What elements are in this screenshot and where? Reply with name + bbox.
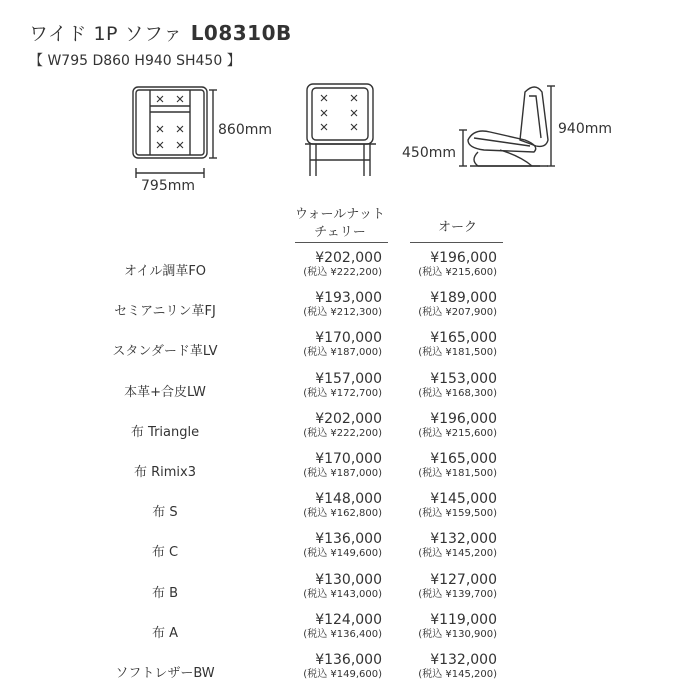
price-oak-value: ¥165,000 [430, 451, 497, 467]
price-walnut-cherry-value: ¥193,000 [315, 290, 382, 307]
price-oak-value: ¥153,000 [430, 370, 497, 387]
price-oak-tax-included: (税込 ¥145,200) [418, 548, 497, 560]
price-walnut-cherry [298, 290, 382, 319]
price-oak-value: ¥119,000 [430, 611, 497, 628]
row-label: 布 C [151, 545, 179, 561]
price-walnut-cherry-value: ¥148,000 [315, 491, 382, 508]
price-oak [412, 572, 497, 601]
header-oak: オーク [437, 220, 477, 235]
sofa-front-view [305, 84, 376, 176]
price-oak [412, 290, 497, 319]
price-oak [412, 491, 497, 520]
price-oak [412, 612, 497, 641]
row-label: 布 S [152, 505, 178, 521]
header-underline-oak [410, 242, 503, 243]
row-label: 布 B [151, 585, 179, 601]
price-walnut-cherry-value: ¥136,000 [315, 531, 382, 548]
price-walnut-cherry-tax-included: (税込 ¥136,400) [303, 628, 382, 640]
price-walnut-cherry-tax-included: (税込 ¥187,000) [303, 468, 382, 479]
price-walnut-cherry [298, 371, 382, 400]
price-walnut-cherry [298, 491, 382, 520]
price-walnut-cherry-tax-included: (税込 ¥149,600) [303, 669, 382, 680]
price-walnut-cherry [298, 330, 382, 359]
width-dimension-label: 795mm [141, 178, 195, 194]
depth-dimension-label: 860mm [218, 122, 272, 138]
price-oak-tax-included: (税込 ¥207,900) [418, 307, 497, 319]
price-walnut-cherry-tax-included: (税込 ¥162,800) [303, 508, 382, 520]
price-walnut-cherry [298, 411, 382, 440]
price-walnut-cherry [298, 250, 382, 279]
price-oak-tax-included: (税込 ¥145,200) [418, 669, 497, 680]
price-oak-value: ¥189,000 [430, 290, 497, 307]
price-walnut-cherry-value: ¥130,000 [315, 571, 382, 588]
price-oak [412, 531, 497, 560]
price-walnut-cherry [298, 572, 382, 601]
height-dimension-label: 940mm [558, 121, 612, 137]
price-oak-tax-included: (税込 ¥215,600) [418, 267, 497, 278]
row-label: オイル調革FO [123, 264, 207, 279]
sofa-drawings [0, 0, 700, 200]
price-oak-tax-included: (税込 ¥159,500) [418, 508, 497, 520]
price-oak-tax-included: (税込 ¥181,500) [418, 347, 497, 359]
price-walnut-cherry-tax-included: (税込 ¥212,300) [303, 307, 382, 319]
price-oak-value: ¥127,000 [430, 571, 497, 588]
price-oak-tax-included: (税込 ¥168,300) [418, 387, 497, 399]
sofa-top-view [133, 87, 217, 178]
price-oak-tax-included: (税込 ¥181,500) [418, 468, 497, 479]
price-oak [412, 652, 497, 681]
price-oak-value: ¥132,000 [430, 531, 497, 548]
price-walnut-cherry-value: ¥202,000 [315, 250, 382, 266]
price-walnut-cherry-tax-included: (税込 ¥222,200) [303, 267, 382, 278]
header-walnut-line1: ウォールナット [295, 207, 385, 222]
row-label: 布 Triangle [130, 424, 200, 440]
price-oak [412, 451, 497, 480]
price-oak-value: ¥196,000 [430, 250, 497, 266]
price-oak [412, 330, 497, 359]
price-oak-value: ¥132,000 [430, 652, 497, 668]
price-walnut-cherry-value: ¥170,000 [315, 451, 382, 467]
product-name: ワイド 1P ソファ [29, 23, 183, 45]
row-label: 本革+合皮LW [124, 384, 206, 400]
price-oak-tax-included: (税込 ¥215,600) [418, 427, 497, 439]
header-underline-walnut [295, 242, 388, 243]
price-oak-tax-included: (税込 ¥139,700) [418, 588, 497, 600]
header-cherry-line2: チェリー [314, 225, 366, 240]
price-walnut-cherry-value: ¥202,000 [315, 410, 382, 427]
header-walnut-cherry [290, 206, 390, 242]
price-oak-tax-included: (税込 ¥130,900) [418, 628, 497, 640]
row-label: 布 Rimix3 [133, 465, 197, 480]
price-walnut-cherry-tax-included: (税込 ¥222,200) [303, 427, 382, 439]
price-oak [412, 411, 497, 440]
row-label: 布 A [151, 625, 179, 641]
price-oak-value: ¥196,000 [430, 410, 497, 427]
sofa-side-view [459, 86, 555, 166]
price-walnut-cherry-tax-included: (税込 ¥143,000) [303, 588, 382, 600]
product-dimensions: 【 W795 D860 H940 SH450 】 [29, 53, 241, 69]
price-walnut-cherry-tax-included: (税込 ¥187,000) [303, 347, 382, 359]
price-walnut-cherry-tax-included: (税込 ¥172,700) [303, 387, 382, 399]
seat-height-dimension-label: 450mm [402, 145, 456, 161]
price-walnut-cherry-value: ¥170,000 [315, 330, 382, 347]
price-walnut-cherry-value: ¥124,000 [315, 611, 382, 628]
price-oak-value: ¥145,000 [430, 491, 497, 508]
price-oak [412, 371, 497, 400]
price-walnut-cherry [298, 612, 382, 641]
product-code: L08310B [190, 21, 292, 45]
price-walnut-cherry-value: ¥136,000 [315, 652, 382, 668]
price-walnut-cherry [298, 652, 382, 681]
price-walnut-cherry-tax-included: (税込 ¥149,600) [303, 548, 382, 560]
price-walnut-cherry [298, 531, 382, 560]
price-walnut-cherry-value: ¥157,000 [315, 370, 382, 387]
price-walnut-cherry [298, 451, 382, 480]
price-oak [412, 250, 497, 279]
row-label: セミアニリン革FJ [114, 304, 216, 320]
row-label: スタンダード革LV [112, 344, 218, 360]
row-label: ソフトレザーBW [115, 666, 215, 681]
price-oak-value: ¥165,000 [430, 330, 497, 347]
